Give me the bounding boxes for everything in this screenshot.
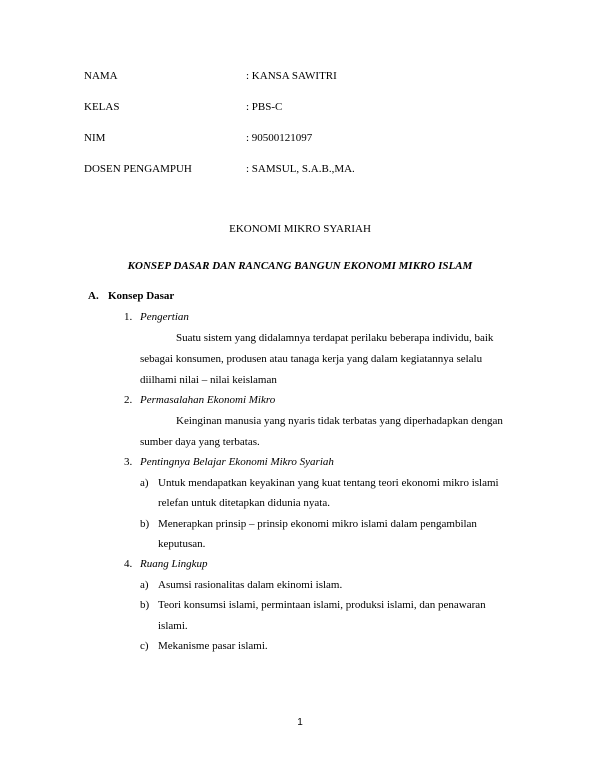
item-3a-line-2: relefan untuk ditetapkan didunia nyata. bbox=[158, 497, 330, 509]
item-3b-marker: b) bbox=[140, 518, 150, 530]
item-3-number: 3. bbox=[124, 456, 133, 468]
item-3a-marker: a) bbox=[140, 477, 149, 489]
item-2-line-2: sumber daya yang terbatas. bbox=[140, 436, 260, 448]
item-3b-line-1: Menerapkan prinsip – prinsip ekonomi mikro islami dalam pengambilan bbox=[158, 518, 477, 530]
item-4b-line-1: Teori konsumsi islami, permintaan islami, produksi islami, dan penawaran bbox=[158, 599, 486, 611]
item-3-title: Pentingnya Belajar Ekonomi Mikro Syariah bbox=[140, 456, 334, 468]
item-1-line-2: sebagai konsumen, produsen atau tanaga kerja yang dalam kegiatannya selalu bbox=[140, 353, 483, 365]
class-label: KELAS bbox=[84, 101, 120, 113]
item-3a-line-1: Untuk mendapatkan keyakinan yang kuat tentang teori ekonomi mikro islami bbox=[158, 477, 499, 489]
item-1-title: Pengertian bbox=[140, 311, 189, 323]
lecturer-value: : SAMSUL, S.A.B.,MA. bbox=[246, 163, 355, 175]
document-subtitle: KONSEP DASAR DAN RANCANG BANGUN EKONOMI MIKRO ISLAM bbox=[127, 260, 473, 272]
item-1-line-1: Suatu sistem yang didalamnya terdapat perilaku beberapa individu, baik bbox=[176, 332, 494, 344]
section-a-marker: A. bbox=[88, 290, 99, 302]
item-4-title: Ruang Lingkup bbox=[140, 558, 208, 570]
class-value: : PBS-C bbox=[246, 101, 283, 113]
item-4c-line-1: Mekanisme pasar islami. bbox=[158, 640, 268, 652]
item-4b-marker: b) bbox=[140, 599, 150, 611]
item-2-line-1: Keinginan manusia yang nyaris tidak terbatas yang diperhadapkan dengan bbox=[176, 415, 503, 427]
document-title: EKONOMI MIKRO SYARIAH bbox=[229, 223, 371, 235]
item-4b-line-2: islami. bbox=[158, 620, 188, 632]
item-4a-marker: a) bbox=[140, 579, 149, 591]
item-4a-line-1: Asumsi rasionalitas dalam ekinomi islam. bbox=[158, 579, 343, 591]
item-2-title: Permasalahan Ekonomi Mikro bbox=[140, 394, 276, 406]
lecturer-label: DOSEN PENGAMPUH bbox=[84, 163, 192, 175]
section-a-heading: Konsep Dasar bbox=[108, 290, 175, 302]
nim-label: NIM bbox=[84, 132, 106, 144]
item-4-number: 4. bbox=[124, 558, 133, 570]
nim-value: : 90500121097 bbox=[246, 132, 313, 144]
item-2-number: 2. bbox=[124, 394, 133, 406]
item-1-line-3: diilhami nilai – nilai keislaman bbox=[140, 374, 277, 386]
name-value: : KANSA SAWITRI bbox=[246, 70, 337, 82]
name-label: NAMA bbox=[84, 70, 118, 82]
item-1-number: 1. bbox=[124, 311, 133, 323]
item-3b-line-2: keputusan. bbox=[158, 538, 206, 550]
page-number: 1 bbox=[297, 717, 303, 728]
item-4c-marker: c) bbox=[140, 640, 149, 652]
